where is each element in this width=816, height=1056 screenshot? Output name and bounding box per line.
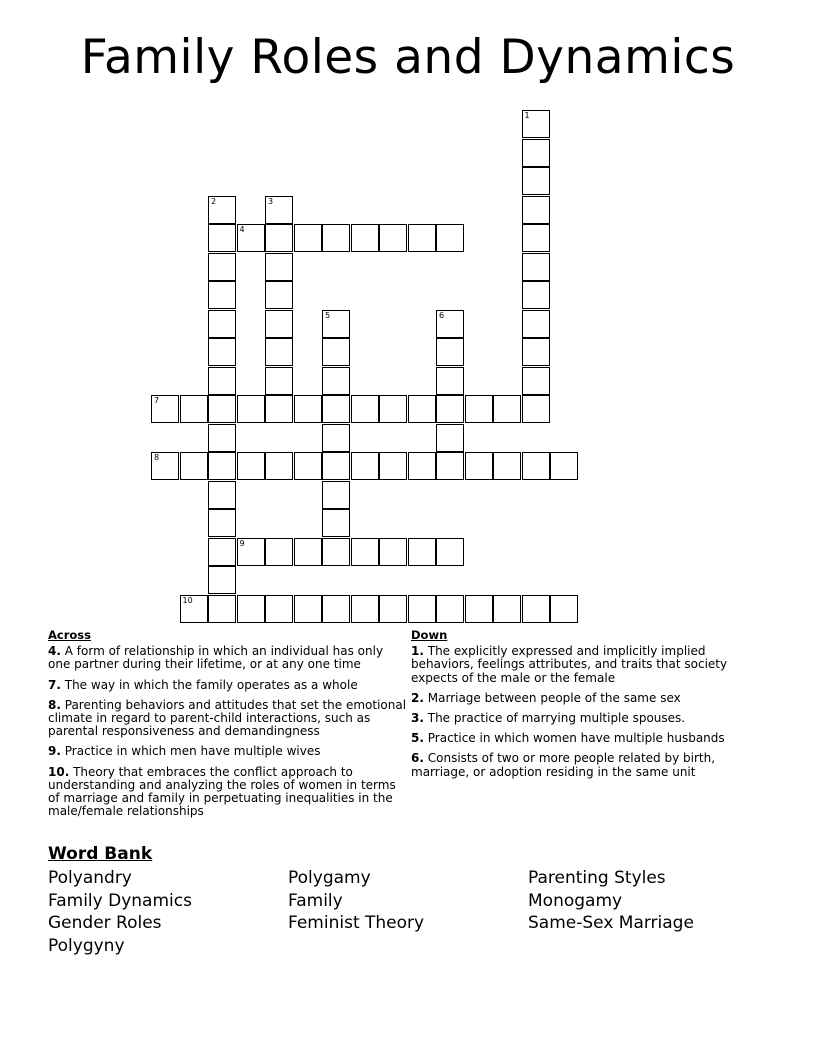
across-heading: Across	[48, 628, 91, 642]
grid-cell[interactable]	[351, 395, 379, 423]
grid-cell[interactable]	[237, 538, 265, 566]
grid-cell[interactable]	[522, 139, 550, 167]
grid-cell[interactable]	[294, 395, 322, 423]
grid-cell[interactable]	[208, 509, 236, 537]
down-heading: Down	[411, 628, 448, 642]
word-bank-item: Feminist Theory	[288, 913, 425, 933]
grid-cell[interactable]	[550, 452, 578, 480]
grid-cell[interactable]	[208, 338, 236, 366]
clue-number: 9	[239, 538, 245, 548]
grid-cell[interactable]	[180, 595, 208, 623]
grid-cell[interactable]	[265, 367, 293, 395]
grid-cell[interactable]	[322, 395, 350, 423]
grid-cell[interactable]	[208, 452, 236, 480]
clue-number: 10	[182, 595, 193, 605]
clue-down-2: 2. Marriage between people of the same sex	[411, 690, 681, 705]
grid-cell[interactable]	[522, 281, 550, 309]
grid-cell[interactable]	[550, 595, 578, 623]
grid-cell[interactable]	[408, 452, 436, 480]
grid-cell[interactable]	[522, 224, 550, 252]
grid-cell[interactable]	[294, 538, 322, 566]
grid-cell[interactable]	[265, 395, 293, 423]
grid-cell[interactable]	[265, 338, 293, 366]
grid-cell[interactable]	[379, 224, 407, 252]
clue-down-5: 5. Practice in which women have multiple husbands	[411, 731, 725, 746]
word-bank-item: Polygamy	[288, 868, 371, 888]
grid-cell[interactable]	[208, 481, 236, 509]
clue-number: 7	[154, 396, 160, 405]
grid-cell[interactable]	[294, 452, 322, 480]
grid-cell[interactable]	[522, 110, 550, 138]
grid-cell[interactable]	[265, 253, 293, 281]
word-bank-heading: Word Bank	[48, 844, 153, 864]
clue-number: 8	[154, 453, 160, 462]
grid-cell[interactable]	[351, 538, 379, 566]
grid-cell[interactable]	[322, 310, 350, 338]
grid-cell[interactable]	[237, 452, 265, 480]
grid-cell[interactable]	[408, 595, 436, 623]
grid-cell[interactable]	[180, 395, 208, 423]
word-bank-item: Family	[288, 891, 343, 911]
grid-cell[interactable]	[436, 395, 464, 423]
grid-cell[interactable]	[408, 538, 436, 566]
clue-number: 5	[325, 310, 331, 320]
grid-cell[interactable]	[322, 595, 350, 623]
grid-cell[interactable]	[265, 196, 293, 224]
grid-cell[interactable]	[522, 253, 550, 281]
grid-cell[interactable]	[208, 367, 236, 395]
grid-cell[interactable]	[322, 509, 350, 537]
grid-cell[interactable]	[208, 281, 236, 309]
word-bank-item: Polyandry	[48, 868, 132, 888]
grid-cell[interactable]	[237, 395, 265, 423]
word-bank-item: Parenting Styles	[528, 868, 666, 888]
grid-cell[interactable]	[522, 595, 550, 623]
grid-cell[interactable]	[208, 595, 236, 623]
grid-cell[interactable]	[265, 595, 293, 623]
grid-cell[interactable]	[151, 395, 179, 423]
grid-cell[interactable]	[208, 395, 236, 423]
grid-cell[interactable]	[379, 452, 407, 480]
word-bank-item: Gender Roles	[48, 913, 162, 933]
clue-across-7: 7. The way in which the family operates as a whole	[48, 677, 358, 692]
puzzle-title: Family Roles and Dynamics	[80, 30, 736, 85]
clue-across-8: 8. Parenting behaviors and attitudes that set the emotional climate in regard to parent-child interactions, such as parental responsiveness and demandingness	[48, 697, 407, 739]
grid-cell[interactable]	[265, 224, 293, 252]
grid-cell[interactable]	[408, 395, 436, 423]
grid-cell[interactable]	[522, 338, 550, 366]
grid-cell[interactable]	[436, 367, 464, 395]
grid-cell[interactable]	[493, 395, 521, 423]
grid-cell[interactable]	[436, 595, 464, 623]
grid-cell[interactable]	[294, 224, 322, 252]
grid-cell[interactable]	[208, 566, 236, 594]
clue-number: 6	[439, 310, 445, 320]
grid-cell[interactable]	[322, 481, 350, 509]
grid-cell[interactable]	[493, 595, 521, 623]
grid-cell[interactable]	[379, 395, 407, 423]
grid-cell[interactable]	[151, 452, 179, 480]
clue-across-4: 4. A form of relationship in which an individual has only one partner during their lifetime, or at any one time	[48, 644, 384, 672]
grid-cell[interactable]	[436, 224, 464, 252]
grid-cell[interactable]	[265, 281, 293, 309]
clue-number: 2	[211, 196, 217, 206]
grid-cell[interactable]	[208, 196, 236, 224]
grid-cell[interactable]	[351, 595, 379, 623]
grid-cell[interactable]	[436, 338, 464, 366]
grid-cell[interactable]	[180, 452, 208, 480]
across-clues	[48, 629, 408, 825]
grid-cell[interactable]	[436, 310, 464, 338]
clue-across-10: 10. Theory that embraces the conflict approach to understanding and analyzing the roles of women in terms of marriage and family in perpetuating inequalities in the male/female relationships	[48, 764, 396, 819]
grid-cell[interactable]	[208, 253, 236, 281]
grid-cell[interactable]	[522, 310, 550, 338]
grid-cell[interactable]	[208, 538, 236, 566]
down-clues	[411, 629, 761, 786]
grid-cell[interactable]	[465, 595, 493, 623]
grid-cell[interactable]	[265, 452, 293, 480]
grid-cell[interactable]	[465, 395, 493, 423]
clue-down-6: 6. Consists of two or more people related by birth, marriage, or adoption residing in the same unit	[411, 751, 716, 779]
grid-cell[interactable]	[208, 224, 236, 252]
grid-cell[interactable]	[294, 595, 322, 623]
grid-cell[interactable]	[322, 452, 350, 480]
grid-cell[interactable]	[351, 224, 379, 252]
clue-across-9: 9. Practice in which men have multiple wives	[48, 744, 321, 759]
clue-down-3: 3. The practice of marrying multiple spouses.	[411, 711, 686, 726]
word-bank-item: Polygyny	[48, 936, 125, 956]
grid-cell[interactable]	[322, 338, 350, 366]
grid-cell[interactable]	[237, 224, 265, 252]
grid-cell[interactable]	[408, 224, 436, 252]
grid-cell[interactable]	[493, 452, 521, 480]
grid-cell[interactable]	[322, 538, 350, 566]
clue-number: 4	[239, 225, 245, 234]
grid-cell[interactable]	[522, 167, 550, 195]
word-bank-item: Monogamy	[528, 891, 623, 911]
grid-cell[interactable]	[265, 310, 293, 338]
grid-cell[interactable]	[522, 367, 550, 395]
grid-cell[interactable]	[351, 452, 379, 480]
grid-cell[interactable]	[522, 196, 550, 224]
grid-cell[interactable]	[522, 452, 550, 480]
grid-cell[interactable]	[522, 395, 550, 423]
grid-cell[interactable]	[436, 424, 464, 452]
clue-down-1: 1. The explicitly expressed and implicitly implied behaviors, feelings attributes, and traits that society expects of the male or the female	[411, 644, 728, 685]
word-bank-item: Family Dynamics	[48, 891, 192, 911]
grid-cell[interactable]	[208, 310, 236, 338]
grid-cell[interactable]	[322, 424, 350, 452]
clue-number: 1	[524, 111, 530, 120]
grid-cell[interactable]	[436, 538, 464, 566]
grid-cell[interactable]	[436, 452, 464, 480]
grid-cell[interactable]	[208, 424, 236, 452]
grid-cell[interactable]	[237, 595, 265, 623]
clue-number: 3	[268, 196, 274, 206]
grid-cell[interactable]	[379, 595, 407, 623]
grid-cell[interactable]	[379, 538, 407, 566]
grid-cell[interactable]	[322, 367, 350, 395]
grid-cell[interactable]	[322, 224, 350, 252]
word-bank-item: Same-Sex Marriage	[528, 913, 694, 933]
grid-cell[interactable]	[265, 538, 293, 566]
grid-cell[interactable]	[465, 452, 493, 480]
